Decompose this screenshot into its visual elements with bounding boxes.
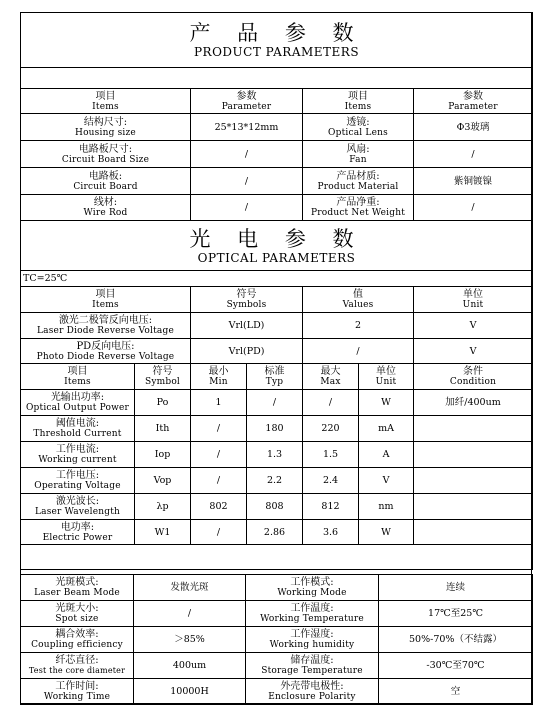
table-cell: [246, 653, 379, 679]
cell-text: nm: [359, 494, 414, 520]
table-row: [21, 442, 533, 468]
cell-text: 激光波长:: [55, 496, 100, 507]
table-cell: [246, 601, 379, 627]
cell-text: 1.5: [303, 442, 359, 468]
cell-text: 参数: [463, 90, 484, 102]
table-cell: [21, 168, 191, 195]
cell-text: 180: [247, 416, 303, 442]
item-label: 电路板尺寸:: [78, 143, 133, 155]
cell-text: 10000H: [134, 679, 246, 705]
cell-text: V: [414, 313, 533, 339]
cell-text: Working current: [38, 455, 117, 465]
cell-text: 单位: [463, 289, 484, 300]
table-cell: [21, 339, 191, 364]
cell-text: 2.2: [247, 468, 303, 494]
cell-text: 最大: [320, 366, 341, 377]
cell-text: 项目: [348, 90, 368, 102]
cell-text: W1: [135, 520, 191, 545]
table-cell: [303, 287, 414, 313]
cell-text: 储存温度:: [290, 655, 334, 666]
cell-text: Circuit Board Size: [61, 154, 150, 165]
table-row: [21, 627, 533, 653]
table-cell: [21, 313, 191, 339]
cell-text: Working Temperature: [260, 614, 364, 624]
cell-text: Parameter: [448, 101, 498, 112]
table-row: [21, 339, 533, 364]
table-cell: [191, 287, 303, 313]
cell-text: Working Time: [43, 692, 111, 702]
table-cell: [303, 114, 414, 141]
cell-text: Wire Rod: [83, 208, 128, 218]
item-label: 产品净重:: [336, 197, 380, 208]
table-row: [21, 168, 533, 195]
table-cell: [246, 627, 379, 653]
cell-text: 连续: [379, 575, 533, 601]
header-cell: [21, 89, 191, 114]
cell-text: /: [303, 390, 359, 416]
table-cell: [21, 627, 134, 653]
table-cell: [21, 653, 134, 679]
cell-text: PD反向电压:: [76, 340, 135, 352]
cell-text: 50%-70%（不结露）: [379, 627, 533, 653]
cell-text: Enclosure Polarity: [268, 692, 356, 702]
optical-title-zh: 光 电 参 数: [189, 226, 364, 251]
cell-text: [414, 416, 533, 442]
cell-text: Fan: [349, 154, 367, 165]
item-value: /: [191, 141, 303, 168]
item-label: 透镜:: [346, 116, 370, 128]
cell-text: 光斑大小:: [55, 603, 99, 614]
cell-text: Items: [92, 101, 119, 112]
table-cell: [21, 287, 191, 313]
header-cell: [303, 89, 414, 114]
cell-text: 3.6: [303, 520, 359, 545]
product-title-cell: [21, 13, 533, 68]
cell-text: 光输出功率:: [50, 392, 105, 403]
table-cell: [21, 114, 191, 141]
cell-text: [414, 494, 533, 520]
table-cell: [21, 679, 134, 705]
header-cell: [414, 89, 533, 114]
item-value: /: [414, 141, 533, 168]
table-cell: [21, 141, 191, 168]
cell-text: 参数: [236, 90, 257, 102]
cell-text: 1.3: [247, 442, 303, 468]
cell-text: [414, 520, 533, 545]
table-cell: [21, 575, 134, 601]
cell-text: Circuit Board: [73, 181, 138, 192]
item-value: /: [191, 195, 303, 221]
cell-text: 外壳带电极性:: [280, 681, 344, 692]
optical-header-row: [21, 287, 533, 313]
table-cell: [21, 468, 135, 494]
table-cell: [21, 195, 191, 221]
table-cell: [359, 364, 414, 390]
optical-title-en: OPTICAL PARAMETERS: [197, 250, 356, 265]
table-row: [21, 195, 533, 221]
product-header-row: [21, 89, 533, 114]
table-cell: [303, 168, 414, 195]
cell-text: /: [303, 339, 414, 364]
cell-text: 1: [191, 390, 247, 416]
table-cell: [21, 601, 134, 627]
cell-text: Po: [135, 390, 191, 416]
cell-text: 最小: [208, 366, 229, 377]
test-condition: TC=25℃: [21, 271, 533, 287]
item-value: 25*13*12mm: [191, 114, 303, 141]
cell-text: 400um: [134, 653, 246, 679]
cell-text: 工作模式:: [290, 577, 334, 588]
cell-text: 项目: [67, 366, 88, 377]
table-cell: [21, 416, 135, 442]
cell-text: 802: [191, 494, 247, 520]
cell-text: 220: [303, 416, 359, 442]
cell-text: Symbol: [144, 377, 181, 387]
cell-text: 纤芯直径:: [55, 655, 99, 666]
misc-parameters-table: [20, 574, 533, 705]
product-parameters-table: [20, 12, 533, 221]
cell-text: 2: [303, 313, 414, 339]
product-title-zh: 产 品 参 数: [189, 21, 364, 45]
table-cell: [246, 679, 379, 705]
cell-text: 符号: [152, 366, 173, 377]
cell-text: 发散光斑: [134, 575, 246, 601]
cell-text: Laser Beam Mode: [34, 588, 120, 598]
cell-text: /: [191, 442, 247, 468]
cell-text: 工作湿度:: [290, 629, 334, 640]
table-cell: [303, 195, 414, 221]
cell-text: 阈值电流:: [55, 418, 100, 429]
spacer-row: [21, 545, 533, 570]
table-cell: [135, 364, 191, 390]
cell-text: Housing size: [75, 127, 136, 138]
cell-text: 光斑模式:: [55, 577, 99, 588]
cell-text: 812: [303, 494, 359, 520]
cell-text: /: [191, 468, 247, 494]
cell-text: /: [191, 416, 247, 442]
cell-text: λp: [135, 494, 191, 520]
cell-text: Storage Temperature: [261, 666, 363, 676]
cell-text: 空: [379, 679, 533, 705]
cell-text: 激光二极管反向电压:: [58, 315, 153, 326]
cell-text: 808: [247, 494, 303, 520]
table-cell: [414, 364, 533, 390]
cell-text: mA: [359, 416, 414, 442]
item-label: 线材:: [93, 197, 118, 208]
cell-text: 条件: [463, 366, 483, 377]
cell-text: Typ: [265, 377, 284, 387]
cell-text: Symbols: [226, 300, 267, 310]
cell-text: 17℃至25℃: [379, 601, 533, 627]
cell-text: Threshold Current: [33, 429, 122, 439]
cell-text: 标准: [264, 366, 285, 377]
cell-text: 单位: [376, 366, 396, 377]
cell-text: V: [359, 468, 414, 494]
cell-text: Parameter: [221, 101, 272, 112]
cell-text: Laser Diode Reverse Voltage: [37, 326, 174, 336]
cell-text: Electric Power: [42, 532, 113, 543]
table-row: [21, 494, 533, 520]
table-cell: [414, 287, 533, 313]
cell-text: 项目: [95, 90, 116, 102]
cell-text: Values: [342, 300, 374, 310]
cell-text: 工作温度:: [290, 603, 334, 614]
cell-text: 工作电压:: [55, 470, 100, 481]
cell-text: Optical Lens: [328, 127, 388, 138]
cell-text: 耦合效率:: [55, 629, 99, 640]
table-cell: [21, 364, 135, 390]
cell-text: A: [359, 442, 414, 468]
table-row: [21, 468, 533, 494]
table-row: [21, 653, 533, 679]
cell-text: Photo Diode Reverse Voltage: [36, 351, 175, 362]
cell-text: Coupling efficiency: [31, 640, 123, 650]
cell-text: Vrl(PD): [191, 339, 303, 364]
table-row: [21, 141, 533, 168]
cell-text: /: [134, 601, 246, 627]
table-cell: [303, 364, 359, 390]
cell-text: V: [414, 339, 533, 364]
optical-detail-header: [21, 364, 533, 390]
cell-text: Working humidity: [269, 640, 355, 650]
cell-text: 电功率:: [60, 521, 95, 533]
table-cell: [21, 520, 135, 545]
cell-text: /: [247, 390, 303, 416]
cell-text: /: [191, 520, 247, 545]
table-cell: [303, 141, 414, 168]
table-row: [21, 313, 533, 339]
cell-text: Product Net Weight: [310, 208, 406, 218]
cell-text: 2.86: [247, 520, 303, 545]
table-cell: [21, 390, 135, 416]
header-cell: [191, 89, 303, 114]
cell-text: W: [359, 520, 414, 545]
optical-detail-table: [20, 363, 533, 570]
cell-text: Optical Output Power: [25, 403, 130, 413]
spacer-row: [21, 68, 533, 89]
table-cell: [21, 494, 135, 520]
item-label: 风扇:: [346, 143, 370, 155]
item-value: /: [191, 168, 303, 195]
cell-text: Min: [209, 377, 228, 387]
table-row: [21, 390, 533, 416]
table-row: [21, 575, 533, 601]
cell-text: [414, 468, 533, 494]
product-title-en: PRODUCT PARAMETERS: [193, 45, 360, 59]
item-label: 产品材质:: [336, 170, 380, 182]
cell-text: Unit: [462, 300, 484, 310]
cell-text: Iop: [135, 442, 191, 468]
cell-text: 加纤/400um: [414, 390, 533, 416]
cell-text: Working Mode: [277, 588, 347, 598]
item-value: 紫铜镀镍: [414, 168, 533, 195]
cell-text: Spot size: [55, 614, 99, 624]
table-row: [21, 114, 533, 141]
item-value: Φ3玻璃: [414, 114, 533, 141]
cell-text: W: [359, 390, 414, 416]
table-row: [21, 679, 533, 705]
cell-text: Laser Wavelength: [34, 507, 121, 517]
table-cell: [21, 442, 135, 468]
table-row: [21, 520, 533, 545]
cell-text: [414, 442, 533, 468]
cell-text: Operating Voltage: [34, 481, 121, 491]
cell-text: Vop: [135, 468, 191, 494]
cell-text: Test the core diameter: [28, 666, 126, 675]
cell-text: Vrl(LD): [191, 313, 303, 339]
item-label: 结构尺寸:: [83, 116, 128, 128]
item-label: 电路板:: [88, 170, 123, 182]
table-row: [21, 416, 533, 442]
optical-title-cell: [21, 221, 533, 271]
cell-text: Unit: [375, 377, 397, 387]
table-row: [21, 601, 533, 627]
cell-text: 值: [353, 289, 363, 300]
table-cell: [191, 364, 247, 390]
cell-text: Items: [92, 300, 119, 310]
cell-text: 符号: [236, 289, 257, 300]
cell-text: Ith: [135, 416, 191, 442]
cell-text: Condition: [449, 377, 497, 387]
cell-text: 工作电流:: [55, 444, 100, 455]
cell-text: Items: [64, 377, 91, 387]
cell-text: 项目: [95, 289, 116, 300]
item-value: /: [414, 195, 533, 221]
cell-text: 工作时间:: [55, 681, 99, 692]
table-cell: [247, 364, 303, 390]
cell-text: Product Material: [317, 181, 399, 192]
optical-parameters-table: [20, 220, 533, 364]
cell-text: 2.4: [303, 468, 359, 494]
cell-text: Max: [320, 377, 341, 387]
cell-text: ＞85%: [134, 627, 246, 653]
table-cell: [246, 575, 379, 601]
cell-text: Items: [344, 101, 372, 112]
cell-text: -30℃至70℃: [379, 653, 533, 679]
